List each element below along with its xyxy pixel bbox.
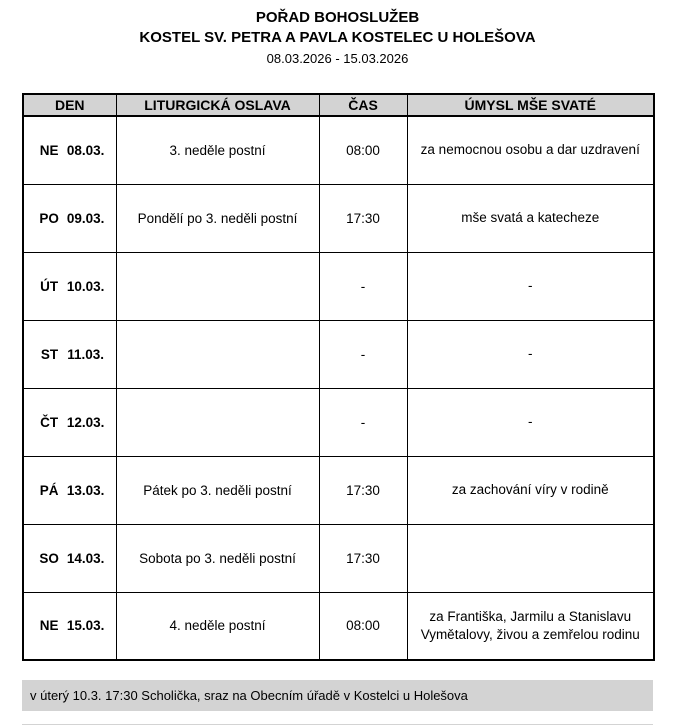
- time-cell: -: [319, 388, 407, 456]
- day-cell: [23, 592, 116, 660]
- day-date: 13.03.: [66, 482, 105, 498]
- day-cell: [23, 184, 116, 252]
- table-row: [23, 388, 654, 456]
- table-row: [23, 456, 654, 524]
- header-row: [23, 94, 654, 116]
- column-header-intention: ÚMYSL MŠE SVATÉ: [407, 94, 654, 116]
- day-date: 14.03.: [66, 550, 105, 566]
- day-cell: [23, 456, 116, 524]
- intention-cell: za nemocnou osobu a dar uzdravení: [407, 116, 654, 184]
- intention-cell: -: [407, 388, 654, 456]
- intention-cell: za zachování víry v rodině: [407, 456, 654, 524]
- schedule-table-header: [23, 94, 654, 116]
- day-cell: [23, 524, 116, 592]
- column-header-celebration: LITURGICKÁ OSLAVA: [116, 94, 319, 116]
- day-abbr: SO: [39, 550, 59, 566]
- celebration-cell: 3. neděle postní: [116, 116, 319, 184]
- schedule-table: [22, 93, 655, 661]
- day-cell: [23, 388, 116, 456]
- day-cell: [23, 116, 116, 184]
- day-date: 10.03.: [66, 278, 105, 294]
- time-cell: 08:00: [319, 592, 407, 660]
- celebration-cell: [116, 252, 319, 320]
- page-title: POŘAD BOHOSLUŽEB: [255, 9, 420, 26]
- intention-cell: -: [407, 320, 654, 388]
- column-header-time: ČAS: [319, 94, 407, 116]
- time-cell: 08:00: [319, 116, 407, 184]
- day-abbr: NE: [39, 618, 59, 634]
- day-abbr: ST: [40, 346, 59, 362]
- day-abbr: ÚT: [40, 278, 59, 294]
- church-name: KOSTEL SV. PETRA A PAVLA KOSTELEC U HOLEŠOVA: [139, 29, 536, 46]
- time-cell: 17:30: [319, 184, 407, 252]
- time-cell: 17:30: [319, 456, 407, 524]
- celebration-cell: Pátek po 3. neděli postní: [116, 456, 319, 524]
- intention-cell: [407, 524, 654, 592]
- table-row: [23, 320, 654, 388]
- intention-cell: mše svatá a katecheze: [407, 184, 654, 252]
- day-date: 09.03.: [66, 210, 105, 226]
- day-date: 12.03.: [66, 414, 105, 430]
- celebration-cell: [116, 388, 319, 456]
- day-abbr: ČT: [40, 414, 59, 430]
- day-cell: [23, 252, 116, 320]
- day-date: 11.03.: [67, 346, 105, 362]
- day-abbr: PÁ: [39, 482, 59, 498]
- table-row: [23, 524, 654, 592]
- table-row: [23, 592, 654, 660]
- time-cell: -: [319, 320, 407, 388]
- table-row: [23, 116, 654, 184]
- time-cell: -: [319, 252, 407, 320]
- celebration-cell: Sobota po 3. neděli postní: [116, 524, 319, 592]
- time-cell: 17:30: [319, 524, 407, 592]
- table-row: [23, 184, 654, 252]
- day-cell: [23, 320, 116, 388]
- day-abbr: PO: [39, 210, 59, 226]
- column-header-day: DEN: [23, 94, 116, 116]
- intention-cell: -: [407, 252, 654, 320]
- day-abbr: NE: [39, 142, 59, 158]
- day-date: 08.03.: [66, 142, 105, 158]
- celebration-cell: 4. neděle postní: [116, 592, 319, 660]
- day-date: 15.03.: [66, 618, 105, 634]
- celebration-cell: Pondělí po 3. neděli postní: [116, 184, 319, 252]
- schedule-table-body: [23, 116, 654, 660]
- document-header: [22, 8, 653, 68]
- intention-cell: za Františka, Jarmilu a Stanislavu Vymětalovy, živou a zemřelou rodinu: [407, 592, 654, 660]
- table-row: [23, 252, 654, 320]
- celebration-cell: [116, 320, 319, 388]
- footer-note: v úterý 10.3. 17:30 Scholička, sraz na Obecním úřadě v Kostelci u Holešova: [22, 680, 653, 711]
- date-range: 08.03.2026 - 15.03.2026: [266, 51, 409, 66]
